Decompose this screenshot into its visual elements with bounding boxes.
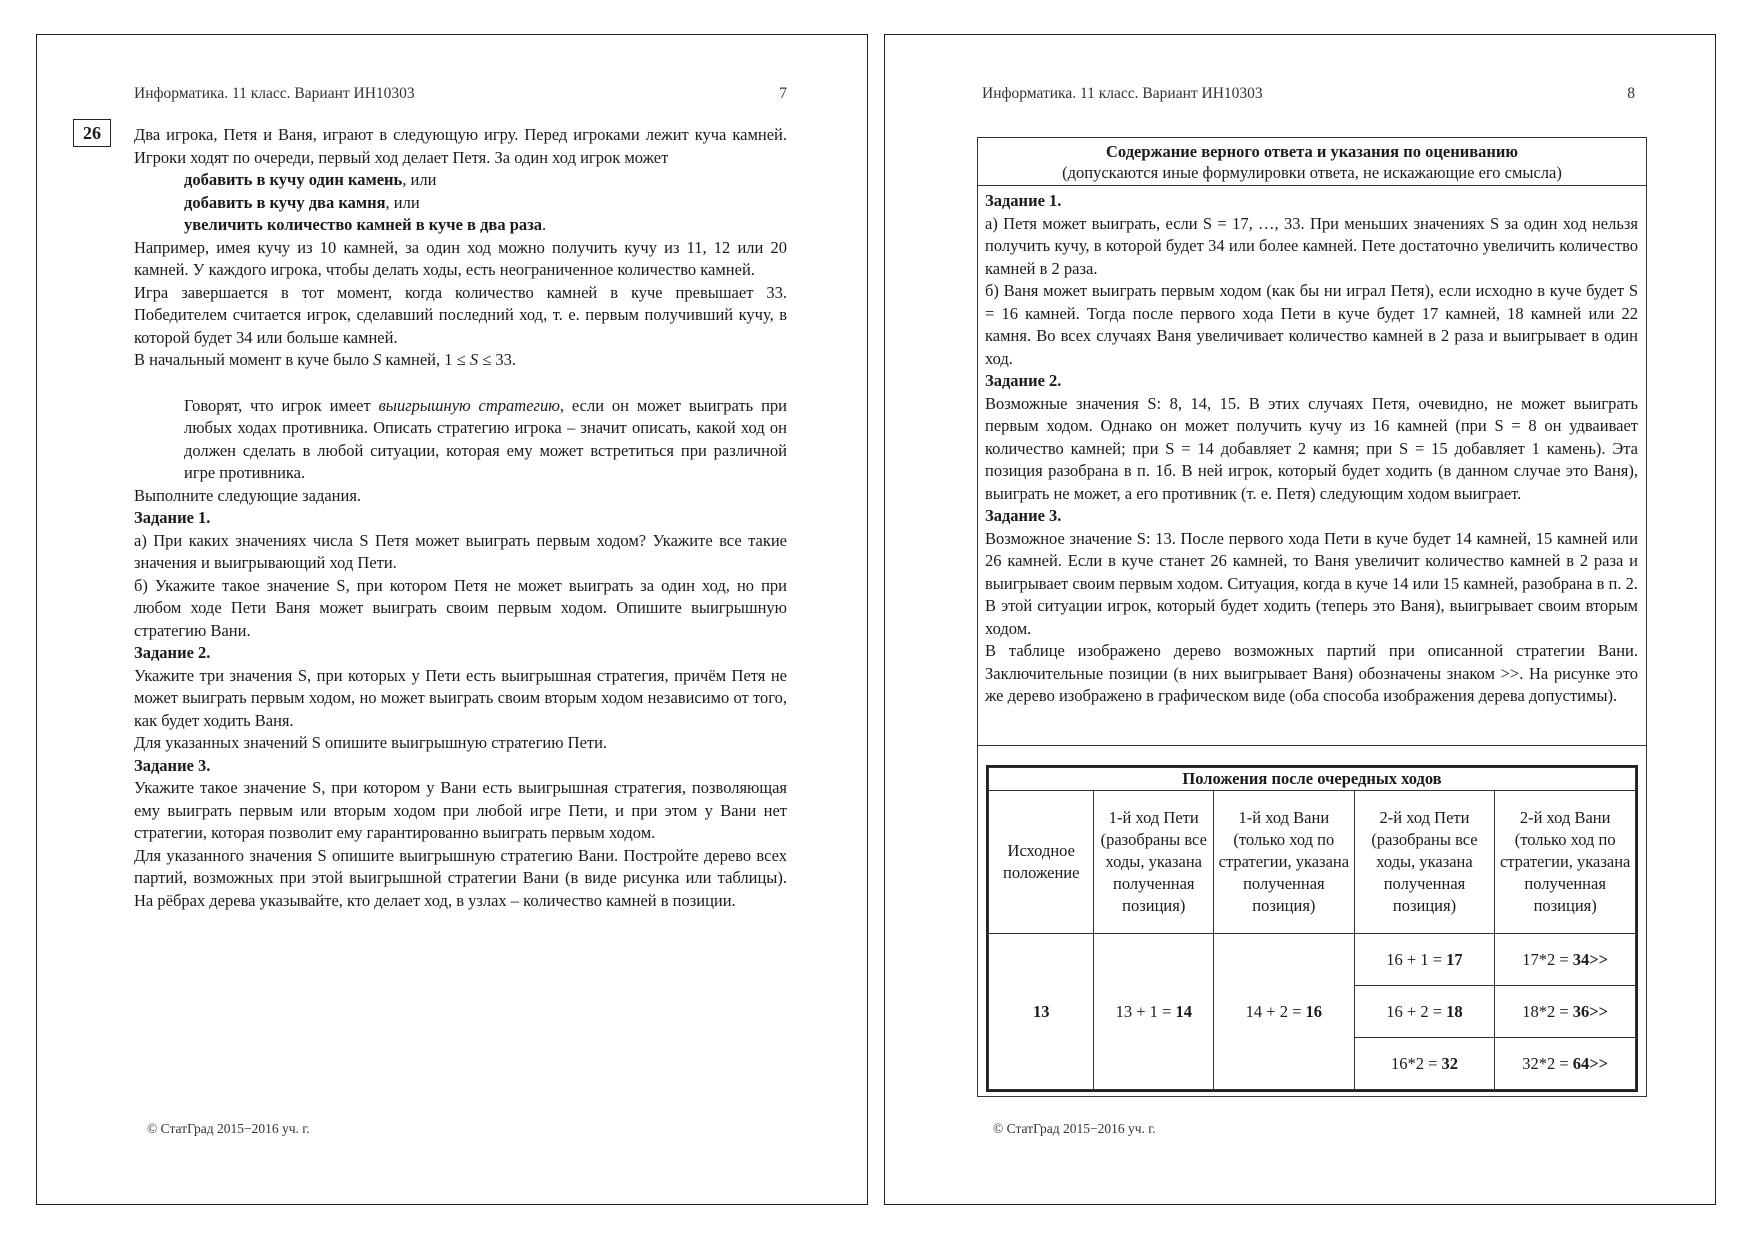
cell-expr: 16 + 2 = bbox=[1386, 1001, 1447, 1021]
cell-expr: 16*2 = bbox=[1390, 1053, 1442, 1073]
col-header-petya-2: 2-й ход Пети (разобраны все ходы, указана полученная позиция) bbox=[1354, 791, 1495, 934]
task3-text: Укажите такое значение S, при котором у Вани есть выигрышная стратегия, позволяющая ему выиграть первым или вторым ходом при любой игре Пети, и при этом у Вани нет стратегии, которая позволит ему гарантированно выиграть первым ходом. bbox=[134, 778, 787, 842]
cell-vanya-1-expr: 14 + 2 = bbox=[1245, 1001, 1306, 1021]
move-option-1 bbox=[134, 169, 787, 192]
answer3-text: Возможное значение S: 13. После первого хода Пети в куче будет 14 камней, 15 камней или 26 камней. Если в куче станет 26 камней, то Ваня увеличит количество камней в 2 раза и выигрывает своим первым ходом. Ситуация, когда в куче 14 или 15 камней, разобрана в п. 2. В этой ситуации игрок, который будет ходить (теперь это Ваня), выигрывает своим вторым ходом. bbox=[985, 528, 1638, 638]
cell-result: 18 bbox=[1446, 1001, 1463, 1021]
task3-title: Задание 3. bbox=[134, 755, 211, 775]
col-header-initial: Исходное положение bbox=[989, 791, 1094, 934]
cell-result: 32 bbox=[1441, 1053, 1459, 1073]
answer1-title: Задание 1. bbox=[985, 191, 1062, 210]
task1-a: а) При каких значениях числа S Петя может выиграть первым ходом? Укажите все такие значения и выигрывающий ход Пети. bbox=[134, 530, 787, 572]
cell-expr: 32*2 = bbox=[1522, 1053, 1573, 1073]
answer-subtitle: (допускаются иные формулировки ответа, не искажающие его смысла) bbox=[1062, 163, 1562, 182]
move-option-1-tail: , или bbox=[402, 170, 437, 189]
cell-petya-1-expr: 13 + 1 = bbox=[1115, 1001, 1176, 1021]
cell-result: 64>> bbox=[1572, 1053, 1609, 1073]
task1-title: Задание 1. bbox=[134, 508, 211, 527]
cell-result: 17 bbox=[1446, 949, 1463, 969]
move-option-1-bold: добавить в кучу один камень bbox=[184, 170, 403, 189]
footer: © СтатГрад 2015−2016 уч. г. bbox=[993, 1121, 1156, 1136]
header-title: Информатика. 11 класс. Вариант ИН10303 bbox=[134, 85, 415, 102]
initial-text-c: ≤ 33. bbox=[478, 350, 517, 369]
answer1-a: а) Петя может выиграть, если S = 17, …, 33. При меньших значениях S за один ход нельзя получить кучу, в которой будет 34 или более камней. Пете достаточно увеличить количество камней в 2 раза. bbox=[985, 213, 1638, 278]
initial-paragraph bbox=[134, 349, 787, 372]
header-title: Информатика. 11 класс. Вариант ИН10303 bbox=[982, 85, 1263, 102]
move-option-3-tail: . bbox=[542, 215, 547, 234]
initial-var-s2: S bbox=[469, 350, 479, 369]
end-rule-paragraph: Игра завершается в тот момент, когда количество камней в куче превышает 33. Победителем считается игрок, сделавший последний ход, т. е. первым получивший кучу, в которой будет 34 или больше камней. bbox=[134, 282, 787, 347]
cell-petya-1-result: 14 bbox=[1175, 1001, 1192, 1021]
col-header-petya-1: 1-й ход Пети (разобраны все ходы, указана полученная позиция) bbox=[1094, 791, 1214, 934]
initial-var-s: S bbox=[373, 350, 382, 369]
strategy-text-a: Говорят, что игрок имеет bbox=[184, 395, 379, 415]
move-option-3-bold: увеличить количество камней в куче в два раза bbox=[184, 215, 543, 234]
example-paragraph: Например, имея кучу из 10 камней, за один ход можно получить кучу из 11, 12 или 20 камней. У каждого игрока, чтобы делать ходы, есть неограниченное количество камней. bbox=[134, 237, 787, 279]
answer-header bbox=[978, 138, 1646, 186]
strategy-paragraph bbox=[134, 395, 787, 485]
cell-petya-2 bbox=[1354, 986, 1495, 1038]
cell-initial: 13 bbox=[989, 934, 1094, 1090]
answer-title: Содержание верного ответа и указания по оцениванию bbox=[1106, 142, 1518, 161]
move-option-3 bbox=[134, 214, 787, 237]
cell-expr: 18*2 = bbox=[1522, 1001, 1573, 1021]
cell-vanya-2 bbox=[1495, 1038, 1636, 1090]
answer-body bbox=[978, 186, 1646, 746]
cell-vanya-1-result: 16 bbox=[1305, 1001, 1323, 1021]
task2-text2: Для указанных значений S опишите выигрышную стратегию Пети. bbox=[134, 733, 608, 752]
move-option-2-tail: , или bbox=[385, 192, 420, 212]
strategy-em: выигрышную стратегию bbox=[378, 395, 560, 415]
cell-vanya-1 bbox=[1214, 934, 1355, 1090]
right-page bbox=[884, 34, 1716, 1205]
cell-vanya-2 bbox=[1495, 934, 1636, 986]
cell-result: 34>> bbox=[1572, 949, 1609, 969]
answer2-title: Задание 2. bbox=[985, 371, 1062, 390]
left-page bbox=[36, 34, 868, 1205]
strategy-text-b: , если он может выиграть при любых ходах противника. Описать стратегию игрока – значит описать, какой ход он должен сделать в любой ситуации, которая ему может встретиться при различной игре противника. bbox=[184, 395, 787, 482]
col-header-vanya-1: 1-й ход Вани (только ход по стратегии, указана полученная позиция) bbox=[1214, 791, 1355, 934]
answer-box bbox=[977, 137, 1647, 1097]
cell-result: 36>> bbox=[1572, 1001, 1609, 1021]
game-tree-table bbox=[986, 765, 1638, 1092]
task-text bbox=[134, 124, 787, 912]
cell-petya-2 bbox=[1354, 1038, 1495, 1090]
answer3-text2: В таблице изображено дерево возможных партий при описанной стратегии Вани. Заключительные позиции (в них выигрывает Ваня) обозначены знаком >>. На рисунке это же дерево изображено в графическом виде (оба способа изображения дерева допустимы). bbox=[985, 641, 1638, 705]
col-header-vanya-2: 2-й ход Вани (только ход по стратегии, указана полученная позиция) bbox=[1495, 791, 1636, 934]
task3-text2: Для указанного значения S опишите выигрышную стратегию Вани. Постройте дерево всех партий, возможных при этой выигрышной стратегии Вани (в виде рисунка или таблицы). На рёбрах дерева указывайте, кто делает ход, в узлах – количество камней в позиции. bbox=[134, 845, 787, 910]
footer: © СтатГрад 2015−2016 уч. г. bbox=[147, 1121, 310, 1136]
initial-text-b: камней, 1 ≤ bbox=[381, 350, 470, 369]
initial-text-a: В начальный момент в куче было bbox=[134, 350, 374, 369]
task-number-badge: 26 bbox=[73, 119, 111, 147]
answer3-title: Задание 3. bbox=[985, 506, 1062, 525]
task1-b: б) Укажите такое значение S, при котором Петя не может выиграть за один ход, но при любом ходе Пети Ваня может выиграть своим первым ходом. Опишите выигрышную стратегию Вани. bbox=[134, 575, 787, 640]
move-option-2-bold: добавить в кучу два камня bbox=[184, 192, 386, 212]
page-number: 7 bbox=[779, 85, 787, 102]
move-option-2 bbox=[134, 192, 787, 215]
answer2-text: Возможные значения S: 8, 14, 15. В этих случаях Петя, очевидно, не может выиграть первым ходом. Однако он может получить кучу из 16 камней (при S = 8 он удваивает количество камней; при S = 14 добавляет 2 камня; при S = 15 добавляет 1 камень). Эта позиция разобрана в п. 1б. В ней игрок, который будет ходить (в данном случае это Ваня), выиграть не может, а его противник (т. е. Петя) следующим ходом выиграет. bbox=[985, 393, 1638, 503]
do-tasks-line: Выполните следующие задания. bbox=[134, 485, 362, 505]
cell-petya-2 bbox=[1354, 934, 1495, 986]
intro-paragraph: Два игрока, Петя и Ваня, играют в следующую игру. Перед игроками лежит куча камней. Игроки ходят по очереди, первый ход делает Петя. За один ход игрок может bbox=[134, 125, 787, 167]
cell-expr: 16 + 1 = bbox=[1386, 949, 1447, 969]
cell-petya-1 bbox=[1094, 934, 1214, 1090]
table-caption: Положения после очередных ходов bbox=[989, 768, 1636, 791]
answer1-b: б) Ваня может выиграть первым ходом (как бы ни играл Петя), если исходно в куче будет S = 16 камней. Тогда после первого хода Пети в куче будет 17 камней, 18 камней или 22 камня. Во всех случаях Ваня увеличивает количество камней в 2 раза и выигрывает в один ход. bbox=[985, 281, 1638, 368]
task2-title: Задание 2. bbox=[134, 643, 211, 662]
cell-expr: 17*2 = bbox=[1522, 949, 1573, 969]
page-number: 8 bbox=[1627, 85, 1635, 102]
task2-text: Укажите три значения S, при которых у Пети есть выигрышная стратегия, причём Петя не может выиграть первым ходом, но может выиграть своим вторым ходом независимо от того, как будет ходить Ваня. bbox=[134, 665, 787, 730]
cell-vanya-2 bbox=[1495, 986, 1636, 1038]
